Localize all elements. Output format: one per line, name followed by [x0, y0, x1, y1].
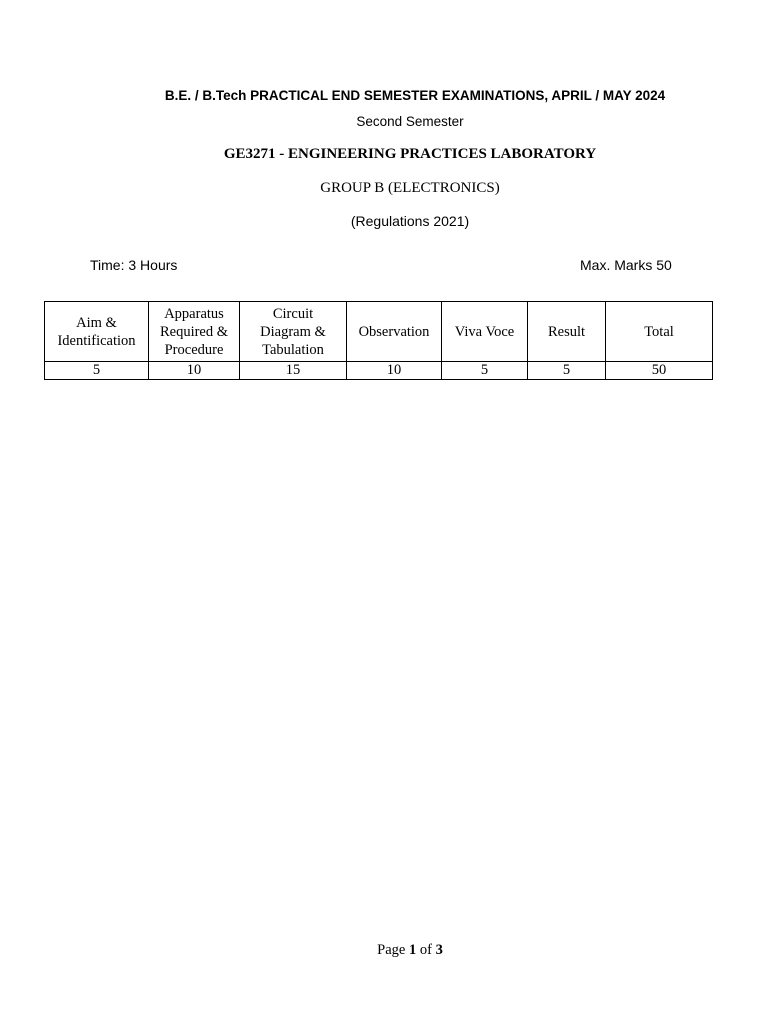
header-total	[606, 302, 713, 362]
current-page-number: 1	[408, 942, 417, 958]
header-line: Apparatus	[164, 305, 224, 322]
of-label: of	[419, 942, 432, 958]
header-line: Viva Voce	[454, 323, 515, 340]
marks-total: 50	[606, 362, 713, 380]
header-aim-identification	[45, 302, 149, 362]
header-line: Aim &	[76, 314, 117, 331]
table-header-row	[45, 302, 713, 362]
marks-aim-identification: 5	[45, 362, 149, 380]
marks-result: 5	[528, 362, 606, 380]
header-result	[528, 302, 606, 362]
header-line: Result	[547, 323, 586, 340]
table-row	[45, 362, 713, 380]
marks-distribution-table	[44, 301, 713, 380]
header-viva-voce	[442, 302, 528, 362]
header-line: Required &	[159, 323, 229, 340]
header-line: Total	[644, 323, 674, 340]
semester-label: Second Semester	[356, 114, 464, 129]
exam-duration: Time: 3 Hours	[90, 257, 178, 273]
header-line: Circuit	[272, 305, 314, 322]
page-footer	[0, 942, 768, 959]
page-label: Page	[377, 942, 406, 958]
header-circuit-diagram-tabulation	[240, 302, 347, 362]
header-apparatus-procedure	[149, 302, 240, 362]
course-title: GE3271 - ENGINEERING PRACTICES LABORATORY	[223, 146, 597, 162]
max-marks: Max. Marks 50	[580, 257, 672, 273]
header-line: Procedure	[164, 341, 224, 358]
marks-apparatus-procedure: 10	[149, 362, 240, 380]
header-line: Tabulation	[262, 341, 324, 358]
marks-viva-voce: 5	[442, 362, 528, 380]
marks-circuit-diagram-tabulation: 15	[240, 362, 347, 380]
exam-title: B.E. / B.Tech PRACTICAL END SEMESTER EXAMINATIONS, APRIL / MAY 2024	[164, 88, 666, 103]
regulations-label: (Regulations 2021)	[350, 213, 470, 229]
header-line: Diagram &	[260, 323, 326, 340]
total-pages-number: 3	[435, 942, 443, 958]
header-line: Identification	[57, 332, 136, 349]
header-line: Observation	[358, 323, 430, 340]
marks-observation: 10	[347, 362, 442, 380]
group-label: GROUP B (ELECTRONICS)	[320, 180, 500, 196]
header-observation	[347, 302, 442, 362]
